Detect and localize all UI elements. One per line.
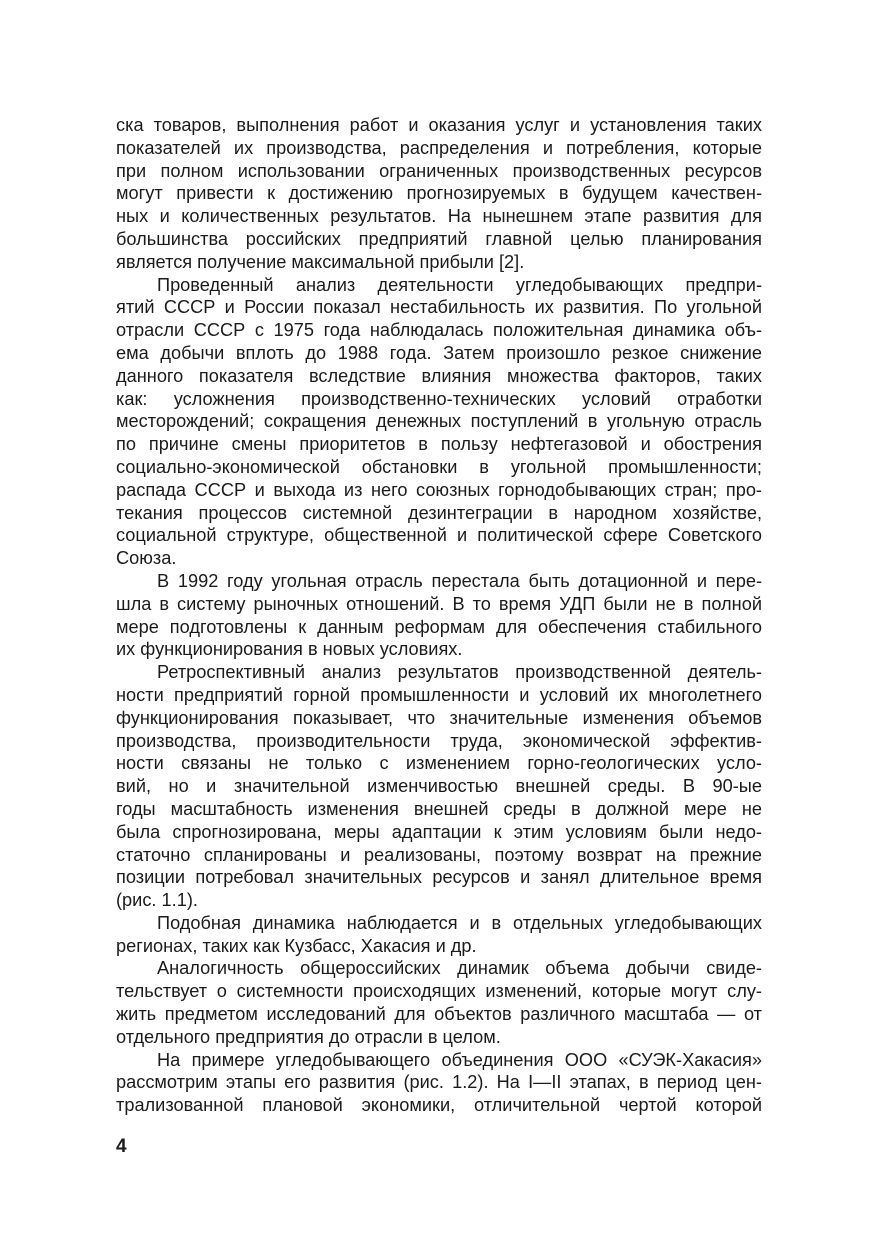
text-line: распада СССР и выхода из него союзных горнодобывающих стран; про- — [116, 479, 762, 500]
paragraph-6 — [116, 957, 762, 1048]
text-line: могут привести к достижению прогнозируемых в будущем качествен- — [116, 183, 762, 204]
text-line: ности связаны не только с изменением горно-геологических усло- — [116, 753, 762, 774]
paragraph-1 — [116, 114, 762, 274]
text-line: Подобная динамика наблюдается и в отдельных угледобывающих — [157, 912, 762, 933]
text-line: как: усложнения производственно-технических условий отработки — [116, 388, 762, 409]
text-line: ема добычи вплоть до 1988 года. Затем произошло резкое снижение — [116, 342, 762, 363]
text-line: Проведенный анализ деятельности угледобывающих предпри- — [157, 274, 762, 295]
text-line: жить предметом исследований для объектов различного масштаба — от — [116, 1004, 762, 1025]
text-line: была спрогнозирована, меры адаптации к этим условиям были недо- — [116, 821, 762, 842]
text-line: показателей их производства, распределения и потребления, которые — [116, 137, 762, 158]
text-line: ятий СССР и России показал нестабильность их развития. По угольной — [116, 297, 762, 318]
paragraph-5 — [116, 912, 762, 958]
text-line: социально-экономической обстановки в угольной промышленности; — [116, 456, 762, 477]
page-body — [116, 114, 762, 1117]
text-line: месторождений; сокращения денежных поступлений в угольную отрасль — [116, 411, 762, 432]
text-line: На примере угледобывающего объединения ООО «СУЭК-Хакасия» — [157, 1049, 762, 1070]
page-number: 4 — [116, 1136, 127, 1157]
text-line: производства, производительности труда, экономической эффектив- — [116, 730, 762, 751]
text-line: позиции потребовал значительных ресурсов и занял длительное время — [116, 867, 762, 888]
paragraph-7 — [116, 1049, 762, 1117]
text-line: функционирования показывает, что значительные изменения объемов — [116, 707, 762, 728]
text-line: их функционирования в новых условиях. — [116, 639, 463, 660]
text-line: (рис. 1.1). — [116, 890, 198, 911]
text-line: Союза. — [116, 548, 177, 569]
text-line: ных и количественных результатов. На нынешнем этапе развития для — [116, 206, 762, 227]
text-line: ска товаров, выполнения работ и оказания услуг и установления таких — [116, 115, 762, 135]
text-line: ности предприятий горной промышленности и условий их многолетнего — [116, 684, 762, 705]
text-line: данного показателя вследствие влияния множества факторов, таких — [116, 365, 762, 386]
text-line: Ретроспективный анализ результатов производственной деятель- — [157, 662, 762, 683]
text-line: при полном использовании ограниченных производственных ресурсов — [116, 160, 762, 181]
text-line: В 1992 году угольная отрасль перестала быть дотационной и пере- — [157, 570, 762, 591]
text-line: тельствует о системности происходящих изменений, которые могут слу- — [116, 981, 762, 1002]
text-line: рассмотрим этапы его развития (рис. 1.2). На I—II этапах, в период цен- — [116, 1072, 762, 1093]
text-line: статочно спланированы и реализованы, поэтому возврат на прежние — [116, 844, 762, 865]
text-line: отдельного предприятия до отрасли в целом. — [116, 1026, 501, 1047]
text-line: мере подготовлены к данным реформам для обеспечения стабильного — [116, 616, 762, 637]
text-line: регионах, таких как Кузбасс, Хакасия и др. — [116, 935, 477, 956]
text-line: текания процессов системной дезинтеграции в народном хозяйстве, — [116, 502, 762, 523]
paragraph-3 — [116, 570, 762, 661]
text-line: трализованной плановой экономики, отличительной чертой которой — [116, 1095, 762, 1116]
text-line: вий, но и значительной изменчивостью внешней среды. В 90-ые — [116, 776, 762, 797]
text-line: шла в систему рыночных отношений. В то время УДП были не в полной — [116, 593, 762, 614]
text-line: отрасли СССР с 1975 года наблюдалась положительная динамика объ- — [116, 320, 762, 341]
text-line: является получение максимальной прибыли [2]. — [116, 251, 525, 272]
text-line: большинства российских предприятий главной целью планирования — [116, 228, 762, 249]
text-line: годы масштабность изменения внешней среды в должной мере не — [116, 798, 762, 819]
paragraph-2 — [116, 274, 762, 570]
text-line: Аналогичность общероссийских динамик объема добычи свиде- — [157, 958, 762, 979]
text-line: по причине смены приоритетов в пользу нефтегазовой и обострения — [116, 434, 762, 455]
text-line: социальной структуре, общественной и политической сфере Советского — [116, 525, 762, 546]
paragraph-4 — [116, 661, 762, 912]
